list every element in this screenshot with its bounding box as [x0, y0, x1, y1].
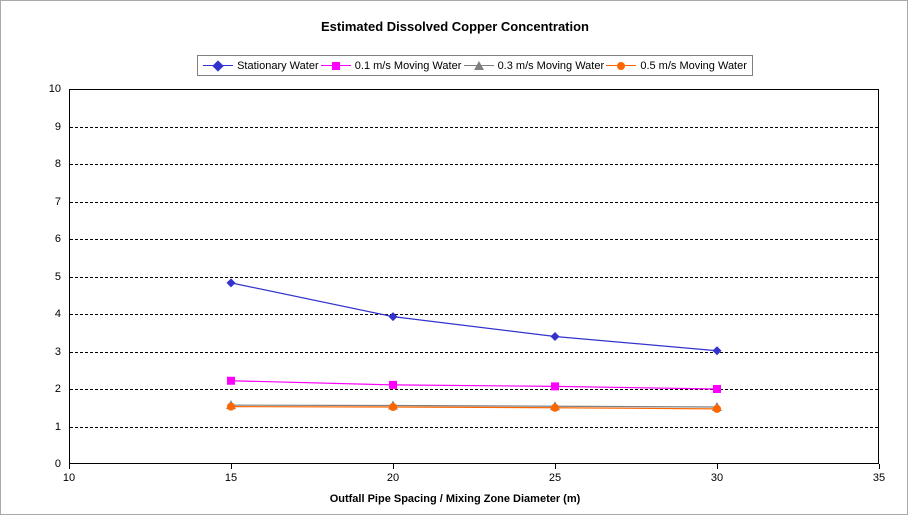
data-point	[227, 377, 235, 385]
y-tick-label: 2	[54, 383, 61, 395]
legend-item-05-moving-water[interactable]	[606, 60, 747, 72]
x-tick-mark	[879, 464, 880, 469]
legend-swatch-diamond-icon	[203, 61, 233, 71]
series-3	[227, 403, 721, 413]
y-tick-label: 3	[54, 345, 61, 358]
chart-title: Estimated Dissolved Copper Concentration	[321, 19, 589, 34]
series-0	[227, 278, 722, 355]
x-tick-label: 30	[710, 472, 724, 484]
data-point	[713, 346, 722, 355]
data-point	[713, 385, 721, 393]
data-point	[713, 405, 721, 413]
y-tick-label: 4	[54, 308, 61, 320]
x-tick-label: 35	[872, 472, 886, 484]
legend-swatch-circle-icon	[606, 61, 636, 71]
x-tick-mark	[69, 464, 70, 469]
legend-label: 0.3 m/s Moving Water	[497, 59, 605, 72]
y-tick-label: 5	[54, 270, 61, 283]
plot-area	[48, 83, 886, 484]
y-tick-label: 7	[54, 195, 61, 208]
y-tick-label: 8	[54, 158, 61, 170]
data-point	[227, 278, 236, 287]
data-point	[227, 403, 235, 411]
x-tick-mark	[555, 464, 556, 469]
y-tick-label: 1	[54, 420, 61, 433]
data-point	[389, 381, 397, 389]
legend-label: 0.1 m/s Moving Water	[354, 59, 462, 72]
data-point	[551, 332, 560, 341]
legend-label: 0.5 m/s Moving Water	[640, 59, 747, 72]
data-point	[389, 403, 397, 411]
series-line	[231, 283, 717, 351]
x-tick-label: 10	[62, 472, 76, 484]
legend-label: Stationary Water	[237, 59, 319, 72]
x-tick-label: 20	[386, 472, 400, 484]
legend-item-03-moving-water[interactable]	[464, 60, 605, 72]
data-point	[551, 404, 559, 412]
x-tick-label: 15	[224, 472, 238, 484]
y-tick-label: 0	[54, 458, 61, 470]
series-1	[227, 377, 721, 393]
x-axis-title: Outfall Pipe Spacing / Mixing Zone Diameter (m)	[329, 493, 581, 505]
chart-legend	[197, 55, 753, 76]
legend-swatch-triangle-icon	[464, 61, 494, 71]
series-layer	[69, 89, 879, 464]
data-point	[551, 382, 559, 390]
x-tick-mark	[393, 464, 394, 469]
y-tick-label: 9	[54, 120, 61, 133]
x-tick-mark	[717, 464, 718, 469]
x-tick-label: 25	[548, 472, 562, 484]
y-tick-label: 10	[48, 83, 61, 95]
legend-item-01-moving-water[interactable]	[321, 60, 462, 72]
legend-swatch-square-icon	[321, 61, 351, 71]
legend-item-stationary-water[interactable]	[203, 60, 319, 72]
x-tick-mark	[231, 464, 232, 469]
y-tick-label: 6	[54, 233, 61, 245]
data-point	[389, 312, 398, 321]
series-2	[226, 400, 722, 411]
series-line	[231, 381, 717, 389]
